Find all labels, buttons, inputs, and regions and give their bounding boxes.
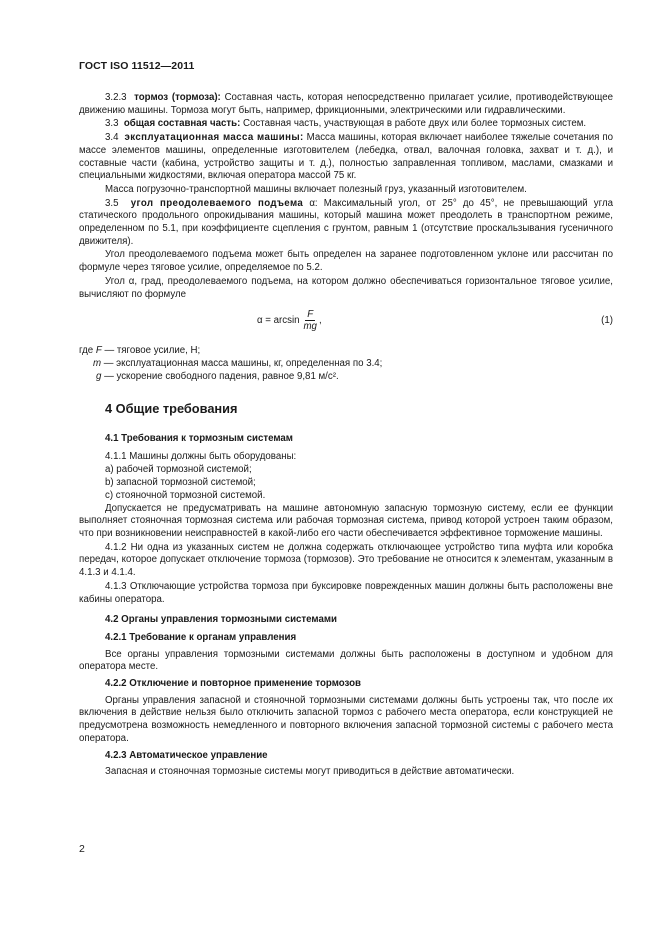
formula-fraction — [301, 309, 318, 333]
term: тормоз (тормоза): — [134, 92, 221, 103]
definition-3-2-3: 3.2.3 тормоз (тормоза): Составная часть, которая непосредственно прилагает усилие, противодействующее движению машины. Тормоза могут быть, например, фрикционными, электрическими или гидравлическими. — [79, 92, 613, 116]
section-4-2-heading: 4.2 Органы управления тормозными системами — [105, 614, 337, 626]
section-4-2-3-heading: 4.2.3 Автоматическое управление — [105, 749, 268, 761]
where-item: где F — тяговое усилие, Н; — [79, 345, 201, 357]
formula-numerator: F — [307, 309, 314, 321]
paragraph-4-1-1: 4.1.1 Машины должны быть оборудованы: — [105, 450, 297, 462]
paragraph-4-2-2: Органы управления запасной и стояночной тормозными системами должны быть устроены так, что после их включения в действие нельзя было отключить запасной тормоз с рабочего места оператора, если конструкцией не предусмотрена возможность немедленного и повторного включения запасной тормозной системы с рабочего места оператора. — [79, 694, 613, 744]
paragraph-allowed: Допускается не предусматривать на машине автономную запасную тормозную систему, если ее функции выполняет стояночная тормозная система или рабочая тормозная система, привод которой устроен таким образом, что при возникновении неисправностей в какой-либо его части обеспечивается эффективное торможение машины. — [79, 502, 613, 539]
where-item: m — эксплуатационная масса машины, кг, определенная по 3.4; — [93, 357, 383, 369]
paragraph-4-1-2: 4.1.2 Ни одна из указанных систем не должна содержать отключающее устройство типа муфта или коробка передач, которое допускает отключение тормоза (тормозов). Это требование не относится к элементам, указанным в 4.1.3 и 4.1.4. — [79, 541, 613, 579]
document-header: ГОСТ ISO 11512—2011 — [79, 60, 195, 72]
where-list — [79, 345, 613, 383]
paragraph-4-2-1: Все органы управления тормозными системами должны быть расположены в доступном и удобном для оператора месте. — [79, 648, 613, 673]
term: общая составная часть: — [123, 118, 241, 130]
list-item: b) запасной тормозной системой; — [105, 477, 256, 489]
section-4-2-1-heading: 4.2.1 Требование к органам управления — [105, 631, 297, 643]
list-item: a) рабочей тормозной системой; — [105, 464, 252, 476]
paragraph-angle-2: Угол α, град, преодолеваемого подъема, на котором должно обеспечиваться горизонтальное тяговое усилие, вычисляют по формуле — [79, 275, 613, 300]
paragraph-mass: Масса погрузочно-транспортной машины включает полезный груз, указанный изготовителем. — [105, 183, 527, 195]
list-item: c) стояночной тормозной системой. — [105, 489, 266, 501]
formula-number: (1) — [601, 315, 613, 327]
definition-3-5: 3.5 угол преодолеваемого подъема α: Максимальный угол, от 25° до 45°, не превышающий угла статического продольного опрокидывания машины, который машина может преодолеть в транспортном режиме, определенном по 5.1, при коэффициенте сцепления с грунтом, равным 1 (отсутствие проскальзывания гусеничного движителя). — [79, 197, 614, 247]
paragraph-4-1-3: 4.1.3 Отключающие устройства тормоза при буксировке поврежденных машин должны быть расположены вне кабины оператора. — [79, 580, 613, 605]
alpha-symbol: α — [309, 197, 315, 209]
term: угол преодолеваемого подъема — [130, 197, 304, 209]
formula-denominator: mg — [303, 321, 317, 333]
paragraph-4-2-3: Запасная и стояночная тормозные системы могут приводиться в действие автоматически. — [105, 766, 515, 778]
page-content — [79, 92, 613, 780]
section-4-1-heading: 4.1 Требования к тормозным системам — [105, 433, 293, 445]
formula-1 — [79, 306, 613, 340]
term: эксплуатационная масса машины: — [124, 132, 304, 144]
where-item: g — ускорение свободного падения, равное 9,81 м/с². — [96, 370, 339, 382]
paragraph-angle-1: Угол преодолеваемого подъема может быть определен на заранее подготовленном уклоне или рассчитан по формуле через тяговое усилие, определяемое по 5.2. — [79, 249, 613, 274]
page-number: 2 — [79, 843, 85, 855]
definition-3-3: 3.3 общая составная часть: Составная часть, участвующая в работе двух или более тормозных систем. — [105, 118, 587, 130]
formula-lhs: α = arcsin — [257, 314, 300, 326]
formula-tail: , — [318, 314, 322, 326]
section-4-2-2-heading: 4.2.2 Отключение и повторное применение тормозов — [105, 678, 361, 690]
section-4-heading: 4 Общие требования — [105, 401, 238, 417]
definition-3-4: 3.4 эксплуатационная масса машины: Масса машины, которая включает наиболее тяжелые сочетания по массе элементов машины, определенные изготовителем (лебедка, отвал, валочная головка, захват и т. д.), и составные части (кабина, устройство защиты и т. д.), полностью заправленная топливом, маслами, смазками и специальными жидкостями, включая оператора массой 75 кг. — [79, 132, 613, 182]
